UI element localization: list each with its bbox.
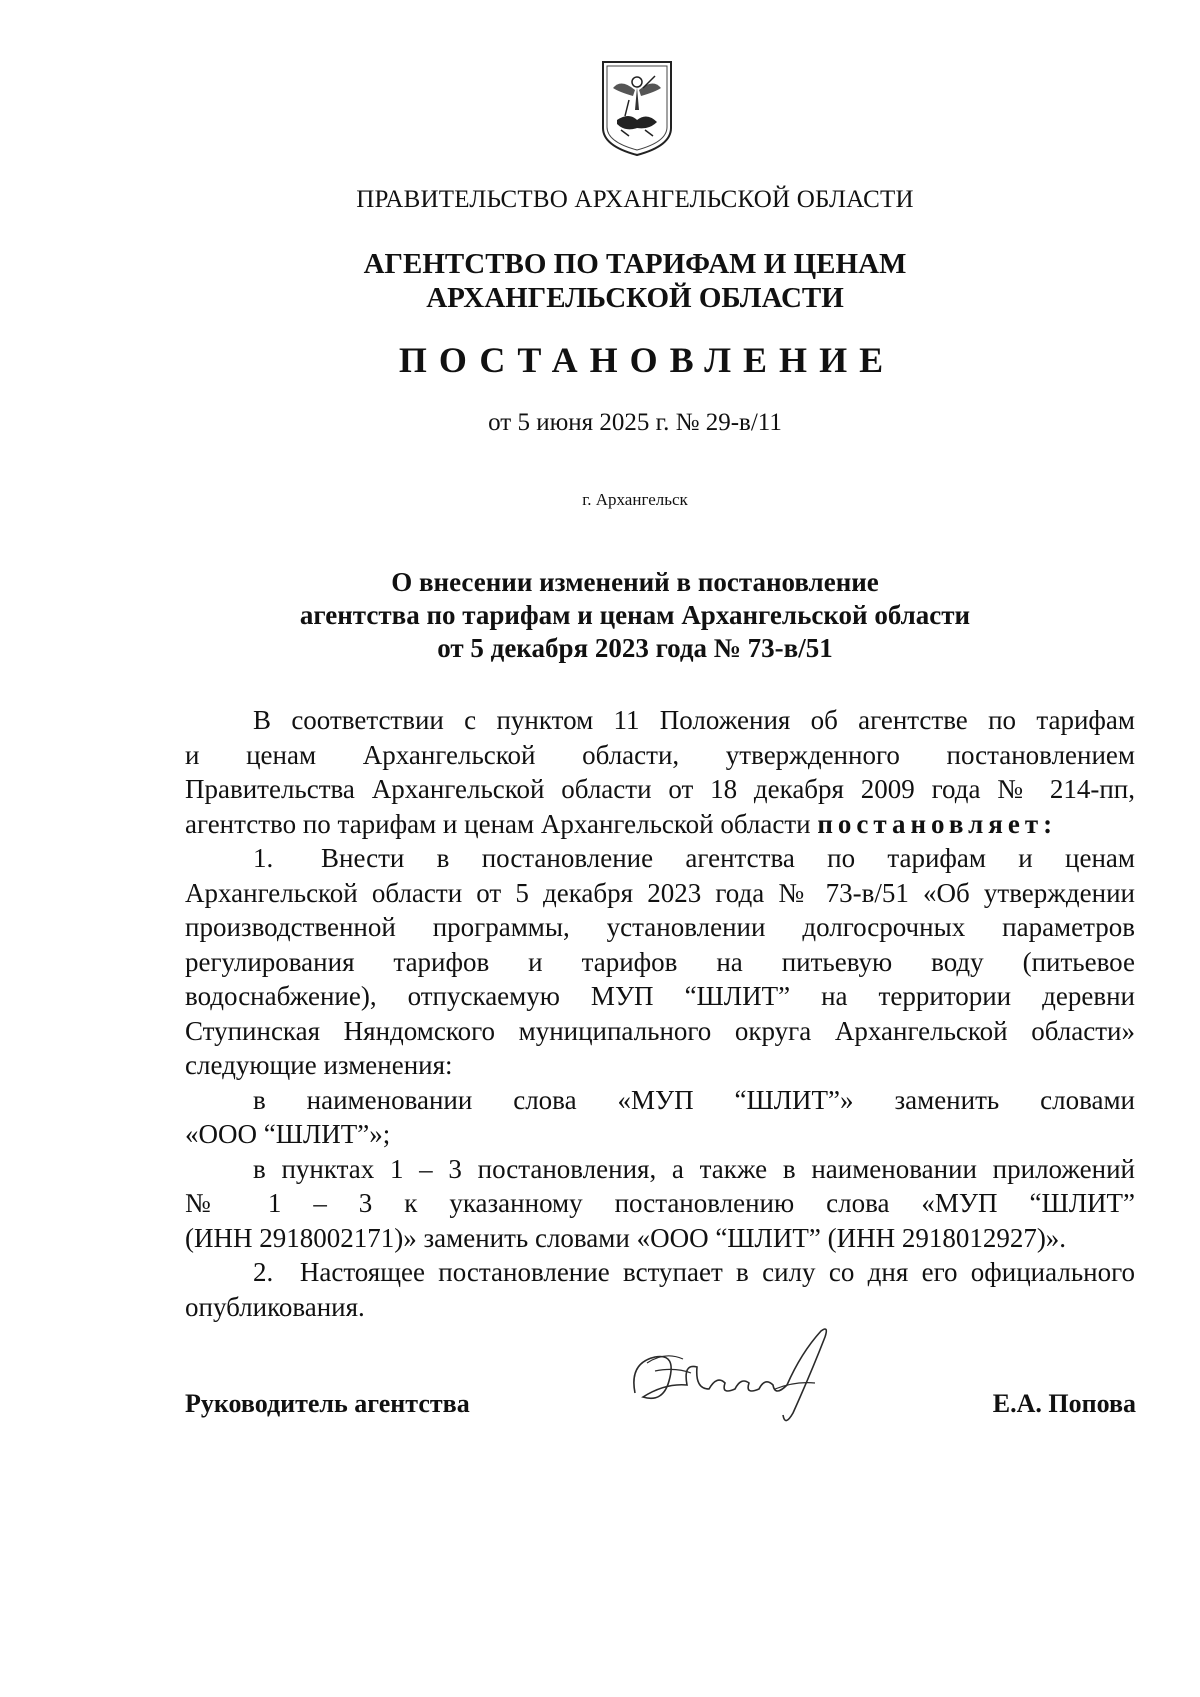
item1-line: Архангельской области от 5 декабря 2023 года № 73-в/51 «Об утверждении [185, 877, 1135, 908]
preamble-line: и ценам Архангельской области, утвержденного постановлением [185, 739, 1135, 770]
city-label: г. Архангельск [582, 490, 688, 509]
item1-line: регулирования тарифов и тарифов на питьевую воду (питьевое [185, 946, 1135, 977]
change2-line: № 1 – 3 к указанному постановлению слова «МУП “ШЛИТ” [185, 1188, 1135, 1218]
subject-line3: от 5 декабря 2023 года № 73-в/51 [437, 633, 833, 663]
change1-line: в наименовании слова «МУП “ШЛИТ”» заменить словами [253, 1084, 1135, 1115]
signatory-name: Е.А. Попова [992, 1389, 1136, 1418]
item1-line: следующие изменения: [185, 1050, 453, 1080]
preamble-text: агентство по тарифам и ценам Архангельской области [185, 808, 811, 839]
item1-line: водоснабжение), отпускаемую МУП “ШЛИТ” на территории деревни [185, 981, 1135, 1011]
item1-line: производственной программы, установлении долгосрочных параметров [185, 912, 1135, 942]
item2-line: опубликования. [185, 1291, 365, 1322]
item1-number: 1. [253, 843, 274, 873]
item1-line [185, 841, 1135, 876]
item2-line [185, 1255, 1135, 1290]
document-body [185, 703, 1135, 1324]
item2-number: 2. [253, 1257, 274, 1287]
coat-of-arms-icon [599, 58, 675, 158]
handwritten-signature [625, 1323, 845, 1433]
item1-line: Ступинская Няндомского муниципального округа Архангельской области» [185, 1015, 1135, 1046]
decree-word: постановляет: [817, 808, 1058, 839]
agency-title-line1: АГЕНТСТВО ПО ТАРИФАМ И ЦЕНАМ [363, 248, 907, 280]
item1-text: Внести в постановление агентства по тарифам и ценам [321, 843, 1135, 873]
change2-line: (ИНН 2918002171)» заменить словами «ООО “ШЛИТ” (ИНН 2918012927)». [185, 1222, 1067, 1253]
change1-line: «ООО “ШЛИТ”»; [185, 1119, 391, 1149]
item2-text: Настоящее постановление вступает в силу со дня его официального [299, 1257, 1135, 1287]
preamble-line: Правительства Архангельской области от 18 декабря 2009 года № 214-пп, [185, 774, 1135, 804]
change2-line: в пунктах 1 – 3 постановления, а также в наименовании приложений [253, 1153, 1135, 1184]
preamble-line: В соответствии с пунктом 11 Положения об агентстве по тарифам [253, 705, 1135, 735]
preamble-line [185, 807, 1135, 842]
subject-line2: агентства по тарифам и ценам Архангельской области [299, 600, 971, 630]
signatory-position: Руководитель агентства [185, 1389, 470, 1418]
subject-line1: О внесении изменений в постановление [391, 567, 879, 597]
document-type-heading: ПОСТАНОВЛЕНИЕ [398, 340, 896, 380]
agency-title-line2: АРХАНГЕЛЬСКОЙ ОБЛАСТИ [426, 282, 844, 314]
date-and-number: от 5 июня 2025 г. № 29-в/11 [488, 409, 782, 436]
government-title: ПРАВИТЕЛЬСТВО АРХАНГЕЛЬСКОЙ ОБЛАСТИ [356, 186, 914, 213]
